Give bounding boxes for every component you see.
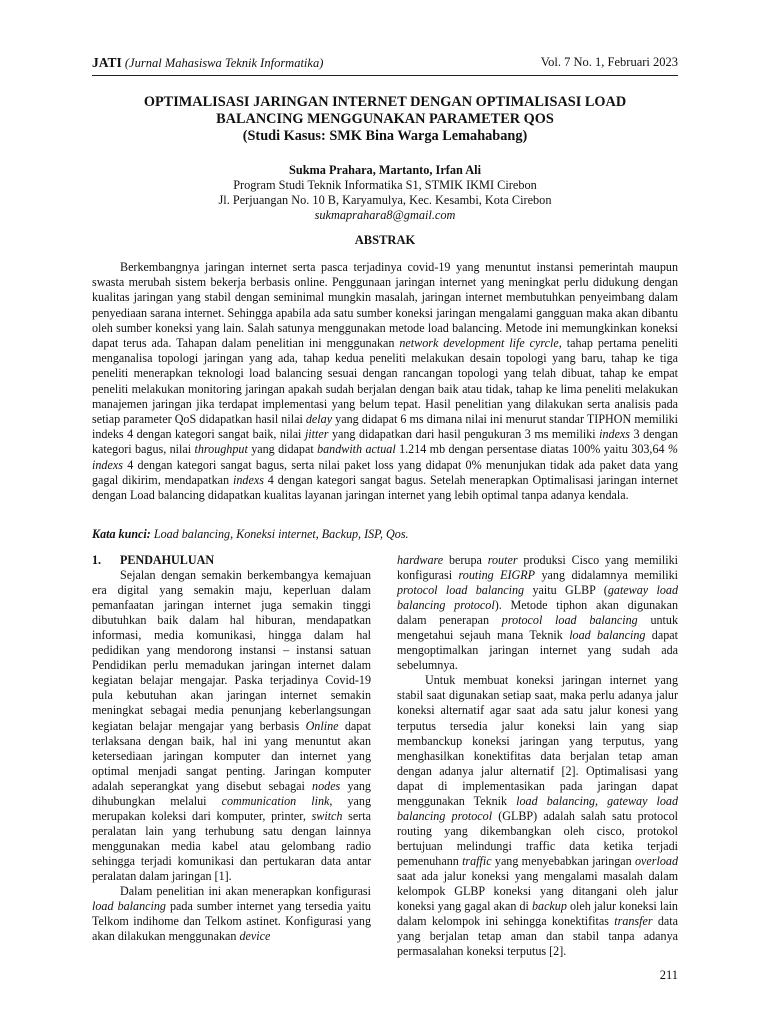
title-line-2: BALANCING MENGGUNAKAN PARAMETER QOS: [216, 111, 554, 127]
section-number: 1.: [92, 553, 102, 567]
keywords-label: Kata kunci:: [92, 527, 151, 541]
right-column: [397, 553, 678, 959]
running-header: [92, 55, 678, 75]
abstract-heading: ABSTRAK: [354, 233, 416, 247]
keywords-text: Load balancing, Koneksi internet, Backup, ISP, Qos.: [153, 527, 409, 541]
abstract-text: Berkembangnya jaringan internet serta pasca terjadinya covid-19 yang menuntut instansi pemerintah maupun swasta merubah sistem bekerja berbasis online. Penggunaan jaringan internet yang meningkat perlu didukung dengan kualitas jaringan yang stabil dengan seminimal mungkin masalah, jaringan internet membutuhkan penyeimbang dalam penyediaan sarana internet. Sehingga apabila ada satu sumber koneksi jaringan mengalami gangguan maka akan dibantu oleh sumber koneksi yang lain. Salah satunya menggunakan metode load balancing. Metode ini memungkinkan koneksi dapat terus ada. Tahapan dalam penelitian ini menggunakan network development life cyrcle, tahap pertama peneliti menganalisa topologi jaringan yang ada, tahap kedua peneliti melakukan desain topologi yang baru, tahap ke tiga peneliti menerapkan teknologi load balancing sesuai dengan rancangan topologi yang telah dibuat, tahap ke empat peneliti melakukan monitoring jaringan apakah sudah berjalan dengan baik atau tidak, tahap ke lima peneliti melakukan manajemen jaringan jika terdapat implementasi yang belum tepat. Hasil penelitian yang dilakukan serta analisis pada setiap parameter QoS didapatkan hasil nilai delay yang didapat 6 ms dimana nilai ini menurut standar TIPHON memiliki indeks 4 dengan kategori sangat baik, nilai jitter yang didapatkan dari hasil pengukuran 3 ms memiliki indexs 3 dengan kategori bagus, nilai throughput yang didapat bandwith actual 1.214 mb dengan persentase diatas 100% yaitu 303,64 % indexs 4 dengan kategori sangat bagus, serta nilai paket loss yang didapat 0% menunjukan tidak ada paket data yang gagal dikirim, mendapatkan indexs 4 dengan kategori sangat bagus. Setelah menerapkan Optimalisasi jaringan internet dengan Load balancing didapatkan kualitas layanan jaringan internet yang lebih optimal tanpa adanya kendala.: [92, 260, 678, 503]
left-column: [92, 553, 371, 944]
author-names: Sukma Prahara, Martanto, Irfan Ali: [289, 163, 481, 177]
paragraph-intro-1: Sejalan dengan semakin berkembangya kemajuan era digital yang semakin maju, keperluan dalam pemanfaatan jaringan internet juga semakin tinggi dibutuhkan baik dalam hal hiburan, mendapatkan informasi, media komunikasi, hingga dalam hal pedidikan yang mendorong instansi – instansi satuan Pendidikan perlu memadukan jaringan internet dalam kegiatan belajar mengajar. Paska terjadinya Covid-19 pula kebutuhan akan jaringan internet semakin meningkat sebagai media penunjang keberlangsungan kegiatan belajar mengajar yang berbasis Online dapat terlaksana dengan baik, hal ini yang menuntut akan ketersediaan jaringan komputer dan internet yang optimal menjadi sangat penting. Jaringan komputer adalah seperangkat yang disebut sebagai nodes yang dihubungkan melalui communication link, yang merupakan koleksi dari komputer, printer, switch serta peralatan lain yang terhubung satu dengan lainnya menggunakan media kabel atau gelombang radio sehingga terjadi komunikasi dan pertukaran data antar peralatan dalam jaringan [1].: [92, 568, 372, 883]
journal-full: (Jurnal Mahasiswa Teknik Informatika): [124, 56, 324, 70]
paragraph-intro-3: Untuk membuat koneksi jaringan internet yang stabil saat digunakan setiap saat, maka perlu adanya jalur koneksi alternatif agar saat ada satu jalur konesi yang terputus tersedia jalur koneksi lain yang siap membanckup koneksi jaringan yang terputus, yang menghasilkan konektifitas data berjalan tetap aman dengan adanya jalur alternatif [2]. Optimalisasi yang dapat di implementasikan pada jaringan dapat menggunakan Teknik load balancing, gateway load balancing protocol (GLBP) adalah salah satu protocol routing yang dikembangkan oleh cisco, protokol bertujuan melindungi traffic data ketika terjadi pemenuhann traffic yang menyebabkan jaringan overload saat ada jalur koneksi yang mengalami masalah dalam kelompok GLBP koneksi yang ditangani oleh jalur koneksi yang gagal akan di backup oleh jalur koneksi lain dalam kelompok ini sehingga konektifitas transfer data yang berjalan tetap aman dan stabil tanpa adanya permasalahan koneksi terputus [2].: [397, 673, 678, 959]
keywords-line: [92, 527, 678, 542]
journal-short: JATI: [92, 55, 122, 70]
header-rule: [92, 75, 678, 76]
title-line-3: (Studi Kasus: SMK Bina Warga Lemahabang): [242, 128, 528, 144]
section-heading: [92, 553, 371, 568]
author-affiliation: Program Studi Teknik Informatika S1, STMIK IKMI Cirebon: [233, 178, 537, 192]
volume-info: Vol. 7 No. 1, Februari 2023: [540, 55, 678, 69]
journal-name: [92, 55, 323, 71]
paragraph-intro-2-cont: hardware berupa router produksi Cisco yang memiliki konfigurasi routing EIGRP yang didalamnya memiliki protocol load balancing yaitu GLBP (gateway load balancing protocol). Metode tiphon akan digunakan dalam penerapan protocol load balancing untuk mengetahui sejauh mana Teknik load balancing dapat mengoptimalkan jaringan internet yang sudah ada sebelumnya.: [397, 553, 678, 673]
title-line-1: OPTIMALISASI JARINGAN INTERNET DENGAN OPTIMALISASI LOAD: [143, 94, 627, 110]
author-address: Jl. Perjuangan No. 10 B, Karyamulya, Kec. Kesambi, Kota Cirebon: [218, 193, 552, 207]
author-email: sukmaprahara8@gmail.com: [314, 208, 456, 222]
section-title: PENDAHULUAN: [120, 553, 215, 567]
paragraph-intro-2: Dalam penelitian ini akan menerapkan konfigurasi load balancing pada sumber internet yang tersedia yaitu Telkom indihome dan Telkom astinet. Konfigurasi yang akan dilakukan menggunakan device: [92, 884, 371, 944]
author-block: [92, 163, 678, 223]
paper-title: [92, 94, 678, 145]
page-number: 211: [659, 968, 678, 982]
